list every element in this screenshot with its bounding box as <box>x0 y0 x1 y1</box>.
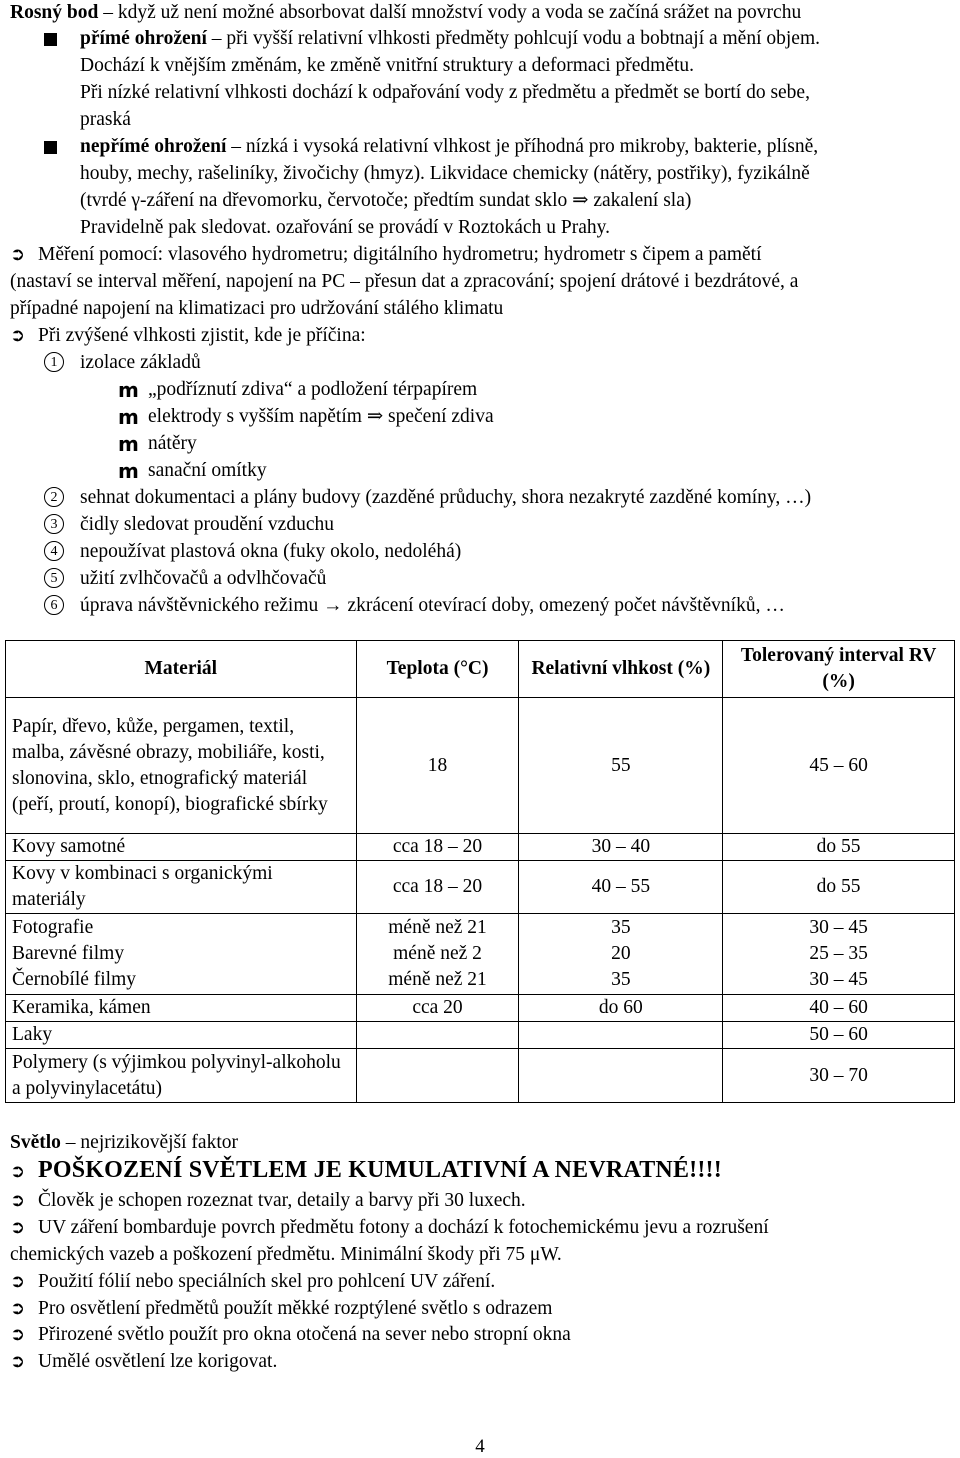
dew-point-line: Rosný bod – když už není možné absorbovat další množství vody a voda se začíná srážet na povrchu <box>10 2 802 23</box>
circled-number-6-icon: 6 <box>44 595 64 615</box>
measurement-line: Měření pomocí: vlasového hydrometru; digitálního hydrometru; hydrometr s čipem a pamětí <box>38 244 762 265</box>
sub-item-3: nátěry <box>148 433 197 454</box>
m-bullet-icon: m <box>118 405 139 429</box>
direct-threat-line-4: praská <box>80 109 131 130</box>
m-bullet-icon: m <box>118 378 139 402</box>
item-4: nepoužívat plastová okna (fuky okolo, nedoléhá) <box>80 541 462 562</box>
light-point-1: Člověk je schopen rozeznat tvar, detaily a barvy při 30 luxech. <box>38 1190 526 1211</box>
light-point-5: Přirozené světlo použít pro okna otočená na sever nebo stropní okna <box>38 1324 571 1345</box>
circled-number-2-icon: 2 <box>44 487 64 507</box>
header-material: Materiál <box>6 641 357 698</box>
direct-threat-line: přímé ohrožení – při vyšší relativní vlhkosti předměty pohlcují vodu a bobtnají a mění objem. <box>80 28 820 49</box>
circled-number-4-icon: 4 <box>44 541 64 561</box>
light-point-3: Použití fólií nebo speciálních skel pro pohlcení UV záření. <box>38 1271 496 1292</box>
humidity-cause-line: Při zvýšené vlhkosti zjistit, kde je příčina: <box>38 325 366 346</box>
curved-arrow-icon: ➲ <box>10 325 26 346</box>
light-title: Světlo – nejrizikovější faktor <box>10 1132 238 1153</box>
header-temperature: Teplota (°C) <box>356 641 519 698</box>
light-point-6: Umělé osvětlení lze korigovat. <box>38 1351 278 1372</box>
curved-arrow-icon: ➲ <box>10 1217 26 1238</box>
indirect-threat-line-2: houby, mechy, rašeliníky, živočichy (hmyz). Likvidace chemicky (nátěry, postřiky), fyzikálně <box>80 163 810 184</box>
light-point-2-line-2: chemických vazeb a poškození předmětu. Minimální škody při 75 μW. <box>10 1244 562 1265</box>
curved-arrow-icon: ➲ <box>10 1271 26 1292</box>
page-number: 4 <box>475 1436 485 1457</box>
circled-number-3-icon: 3 <box>44 514 64 534</box>
circled-number-5-icon: 5 <box>44 568 64 588</box>
item-6: úprava návštěvnického režimu → zkrácení otevírací doby, omezený počet návštěvníků, … <box>80 595 785 616</box>
implies-arrow-icon: ⇒ <box>366 406 384 427</box>
right-arrow-icon: → <box>323 595 343 616</box>
curved-arrow-icon: ➲ <box>10 244 26 265</box>
table-row: Papír, dřevo, kůže, pergamen, textil, malba, závěsné obrazy, mobiliáře, kosti, slonovina, sklo, etnografický materiál (peří, proutí, konopí), biografické sbírky 18 55 45 – 60 <box>6 698 955 834</box>
square-bullet-icon <box>44 141 57 154</box>
item-3: čidly sledovat proudění vzduchu <box>80 514 334 535</box>
indirect-threat-line: nepřímé ohrožení – nízká i vysoká relativní vlhkost je příhodná pro mikroby, bakterie, plísně, <box>80 136 819 157</box>
square-bullet-icon <box>44 33 57 46</box>
light-warning-heading: POŠKOZENÍ SVĚTLEM JE KUMULATIVNÍ A NEVRATNÉ!!!! <box>38 1157 722 1183</box>
m-bullet-icon: m <box>118 432 139 456</box>
item-1: izolace základů <box>80 352 201 373</box>
table-row: Laky 50 – 60 <box>6 1022 955 1049</box>
curved-arrow-icon: ➲ <box>10 1161 26 1182</box>
curved-arrow-icon: ➲ <box>10 1324 26 1345</box>
measurement-line-2: (nastaví se interval měření, napojení na PC – přesun dat a zpracování; spojení drátové i bezdrátové, a <box>10 271 799 292</box>
curved-arrow-icon: ➲ <box>10 1298 26 1319</box>
curved-arrow-icon: ➲ <box>10 1190 26 1211</box>
item-5: užití zvlhčovačů a odvlhčovačů <box>80 568 327 589</box>
circled-number-1-icon: 1 <box>44 352 64 372</box>
table-row: Kovy v kombinaci s organickými materiály cca 18 – 20 40 – 55 do 55 <box>6 861 955 914</box>
m-bullet-icon: m <box>118 459 139 483</box>
sub-item-4: sanační omítky <box>148 460 267 481</box>
light-point-2: UV záření bombarduje povrch předmětu fotony a dochází k fotochemickému jevu a rozrušení <box>38 1217 769 1238</box>
sub-item-2: elektrody s vyšším napětím ⇒ spečení zdiva <box>148 406 494 427</box>
curved-arrow-icon: ➲ <box>10 1351 26 1372</box>
implies-arrow-icon: ⇒ <box>572 190 589 211</box>
indirect-threat-line-4: Pravidelně pak sledovat. ozařování se provádí v Roztokách u Prahy. <box>80 217 610 238</box>
table-row: Polymery (s výjimkou polyvinyl-alkoholu a polyvinylacetátu) 30 – 70 <box>6 1049 955 1103</box>
header-humidity: Relativní vlhkost (%) <box>519 641 723 698</box>
table-row: Kovy samotné cca 18 – 20 30 – 40 do 55 <box>6 834 955 861</box>
direct-threat-line-2: Dochází k vnějším změnám, ke změně vnitřní struktury a deformaci předmětu. <box>80 55 695 76</box>
indirect-threat-line-3: (tvrdé γ-záření na dřevomorku, červotoče; předtím sundat sklo ⇒ zakalení sla) <box>80 190 692 211</box>
sub-item-1: „podříznutí zdiva“ a podložení térpapírem <box>148 379 478 400</box>
materials-table <box>5 640 955 1103</box>
light-point-4: Pro osvětlení předmětů použít měkké rozptýlené světlo s odrazem <box>38 1298 553 1319</box>
direct-threat-line-3: Při nízké relativní vlhkosti dochází k odpařování vody z předmětu a předmět se bortí do sebe, <box>80 82 810 103</box>
table-row: Keramika, kámen cca 20 do 60 40 – 60 <box>6 995 955 1022</box>
header-tolerance: Tolerovaný interval RV (%) <box>723 641 955 698</box>
item-2: sehnat dokumentaci a plány budovy (zazděné průduchy, shora nezakryté zazděné komíny, …) <box>80 487 812 508</box>
measurement-line-3: případné napojení na klimatizaci pro udržování stálého klimatu <box>10 298 504 319</box>
dew-point-term: Rosný bod <box>10 2 99 23</box>
table-header-row <box>6 641 955 698</box>
table-row-group-photo: Fotografie Barevné filmy Černobílé filmy méně než 21 méně než 2 méně než 21 35 20 35 30 – 45 25 – 35 30 – 45 <box>6 914 955 995</box>
